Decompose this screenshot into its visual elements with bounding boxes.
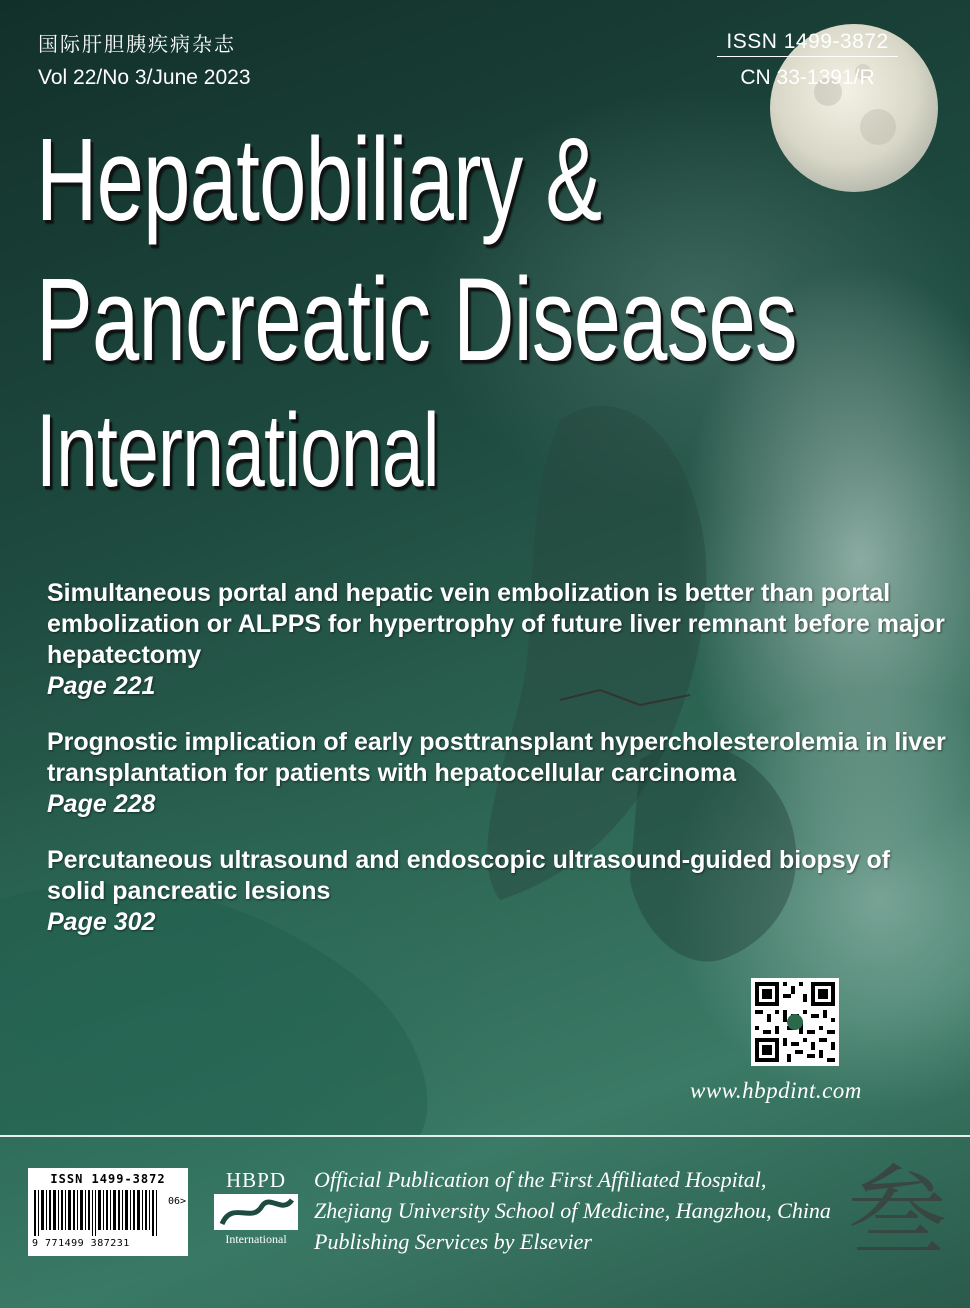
calligraphy-seal [842,1155,952,1270]
article-page: Page 228 [47,790,156,818]
barcode-bars [34,1190,164,1236]
publisher-line-3: Publishing Services by Elsevier [314,1229,592,1254]
logo-subtitle: International [225,1232,287,1246]
journal-title-line-2: Pancreatic Diseases [36,254,797,386]
journal-title-line-3: International [36,393,439,509]
cn-label: CN 33-1391/R [740,66,875,89]
seal-character: 叁 [847,1155,947,1270]
article-title: Percutaneous ultrasound and endoscopic ultrasound-guided biopsy of solid pancreatic lesions [47,846,891,905]
barcode-number: 9 771499 387231 [32,1238,130,1249]
footer-divider [0,1135,970,1137]
website-link[interactable]: www.hbpdint.com [690,1078,862,1103]
barcode-issn: ISSN 1499-3872 [50,1172,166,1186]
featured-articles [47,578,947,963]
barcode-addon [168,1196,186,1207]
article-title: Simultaneous portal and hepatic vein embolization is better than portal embolization or ALPPS for hypertrophy of future liver remnant before major hepatectomy [47,579,945,669]
publisher-line-1: Official Publication of the First Affiliated Hospital, [314,1167,767,1192]
barcode-addon-mark: > [180,1196,187,1207]
logo-mark-icon [212,1194,300,1232]
qr-code[interactable] [751,978,839,1066]
article-item[interactable] [47,727,947,820]
barcode-addon-number: 06 [168,1196,181,1207]
issn-label: ISSN 1499-3872 [717,30,898,57]
chinese-journal-title: 国际肝胆胰疾病杂志 [38,32,236,56]
article-title: Prognostic implication of early posttransplant hypercholesterolemia in liver transplantation for patients with hepatocellular carcinoma [47,728,946,787]
article-item[interactable] [47,578,947,702]
article-page: Page 221 [47,672,156,700]
article-page: Page 302 [47,908,156,936]
publisher-line-2: Zhejiang University School of Medicine, Hangzhou, China [314,1198,831,1223]
publisher-info [314,1164,831,1257]
journal-title-line-1: Hepatobiliary & [36,114,602,246]
article-item[interactable] [47,845,947,938]
volume-issue-date: Vol 22/No 3/June 2023 [38,66,251,89]
barcode [28,1168,188,1256]
hbpd-logo [210,1168,302,1254]
logo-text: HBPD [225,1168,287,1192]
